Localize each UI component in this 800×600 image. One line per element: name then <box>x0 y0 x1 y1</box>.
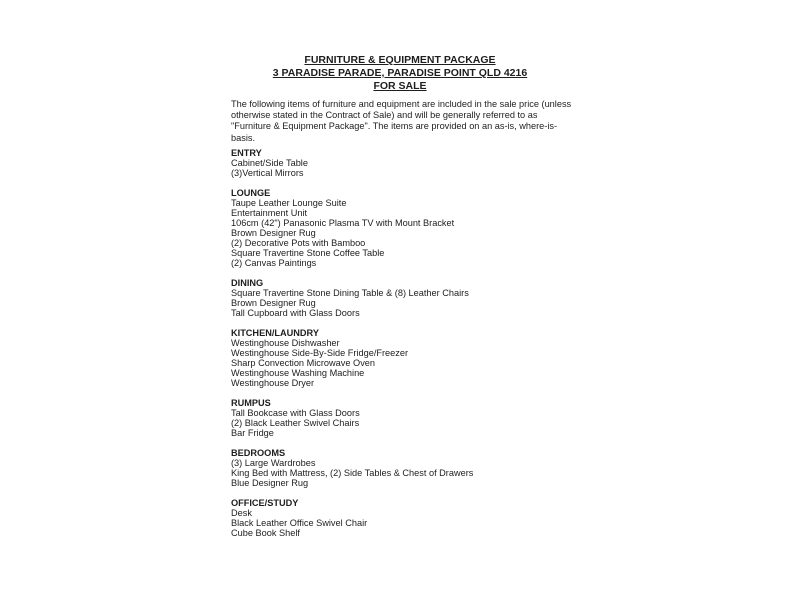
section-heading: ENTRY <box>231 148 262 158</box>
list-item: Tall Bookcase with Glass Doors <box>231 408 360 418</box>
list-item: Square Travertine Stone Dining Table & (8) Leather Chairs <box>231 288 469 298</box>
list-item: Bar Fridge <box>231 428 274 438</box>
list-item: (3)Vertical Mirrors <box>231 168 304 178</box>
list-item: Westinghouse Dryer <box>231 378 315 388</box>
section-entry <box>231 148 571 178</box>
list-item: Westinghouse Washing Machine <box>231 368 365 378</box>
section-heading: RUMPUS <box>231 398 271 408</box>
list-item: Tall Cupboard with Glass Doors <box>231 308 360 318</box>
list-item: Cabinet/Side Table <box>231 158 308 168</box>
list-item: (3) Large Wardrobes <box>231 458 316 468</box>
section-heading: BEDROOMS <box>231 448 286 458</box>
section-kitchen-laundry <box>231 328 571 388</box>
list-item: (2) Black Leather Swivel Chairs <box>231 418 360 428</box>
section-heading: KITCHEN/LAUNDRY <box>231 328 319 338</box>
title-line-2: 3 PARADISE PARADE, PARADISE POINT QLD 4216 <box>272 67 528 79</box>
section-dining <box>231 278 571 318</box>
section-heading: LOUNGE <box>231 188 271 198</box>
list-item: Black Leather Office Swivel Chair <box>231 518 368 528</box>
list-item: 106cm (42") Panasonic Plasma TV with Mount Bracket <box>231 218 455 228</box>
intro-paragraph <box>231 99 591 144</box>
list-item: Westinghouse Side-By-Side Fridge/Freezer <box>231 348 409 358</box>
list-item: Sharp Convection Microwave Oven <box>231 358 376 368</box>
intro-line: The following items of furniture and equipment are included in the sale price (unless <box>231 99 572 109</box>
list-item: Blue Designer Rug <box>231 478 309 488</box>
list-item: Cube Book Shelf <box>231 528 300 538</box>
list-item: Brown Designer Rug <box>231 228 316 238</box>
title-line-3: FOR SALE <box>373 80 427 92</box>
list-item: Taupe Leather Lounge Suite <box>231 198 347 208</box>
list-item: Brown Designer Rug <box>231 298 316 308</box>
list-item: King Bed with Mattress, (2) Side Tables & Chest of Drawers <box>231 468 474 478</box>
section-bedrooms <box>231 448 571 488</box>
section-heading: DINING <box>231 278 264 288</box>
list-item: Square Travertine Stone Coffee Table <box>231 248 385 258</box>
title-line-1: FURNITURE & EQUIPMENT PACKAGE <box>304 54 496 66</box>
intro-line: otherwise stated in the Contract of Sale) and will be generally referred to as <box>231 110 538 121</box>
intro-line: "Furniture & Equipment Package". The items are provided on an as-is, where-is- <box>231 121 558 132</box>
section-office-study <box>231 498 571 538</box>
list-item: Westinghouse Dishwasher <box>231 338 340 348</box>
list-item: Entertainment Unit <box>231 208 308 218</box>
section-rumpus <box>231 398 571 438</box>
document-title <box>230 54 570 93</box>
list-item: Desk <box>231 508 252 518</box>
section-heading: OFFICE/STUDY <box>231 498 299 508</box>
list-item: (2) Decorative Pots with Bamboo <box>231 238 366 248</box>
intro-line: basis. <box>231 132 256 143</box>
list-item: (2) Canvas Paintings <box>231 258 317 268</box>
section-lounge <box>231 188 571 268</box>
